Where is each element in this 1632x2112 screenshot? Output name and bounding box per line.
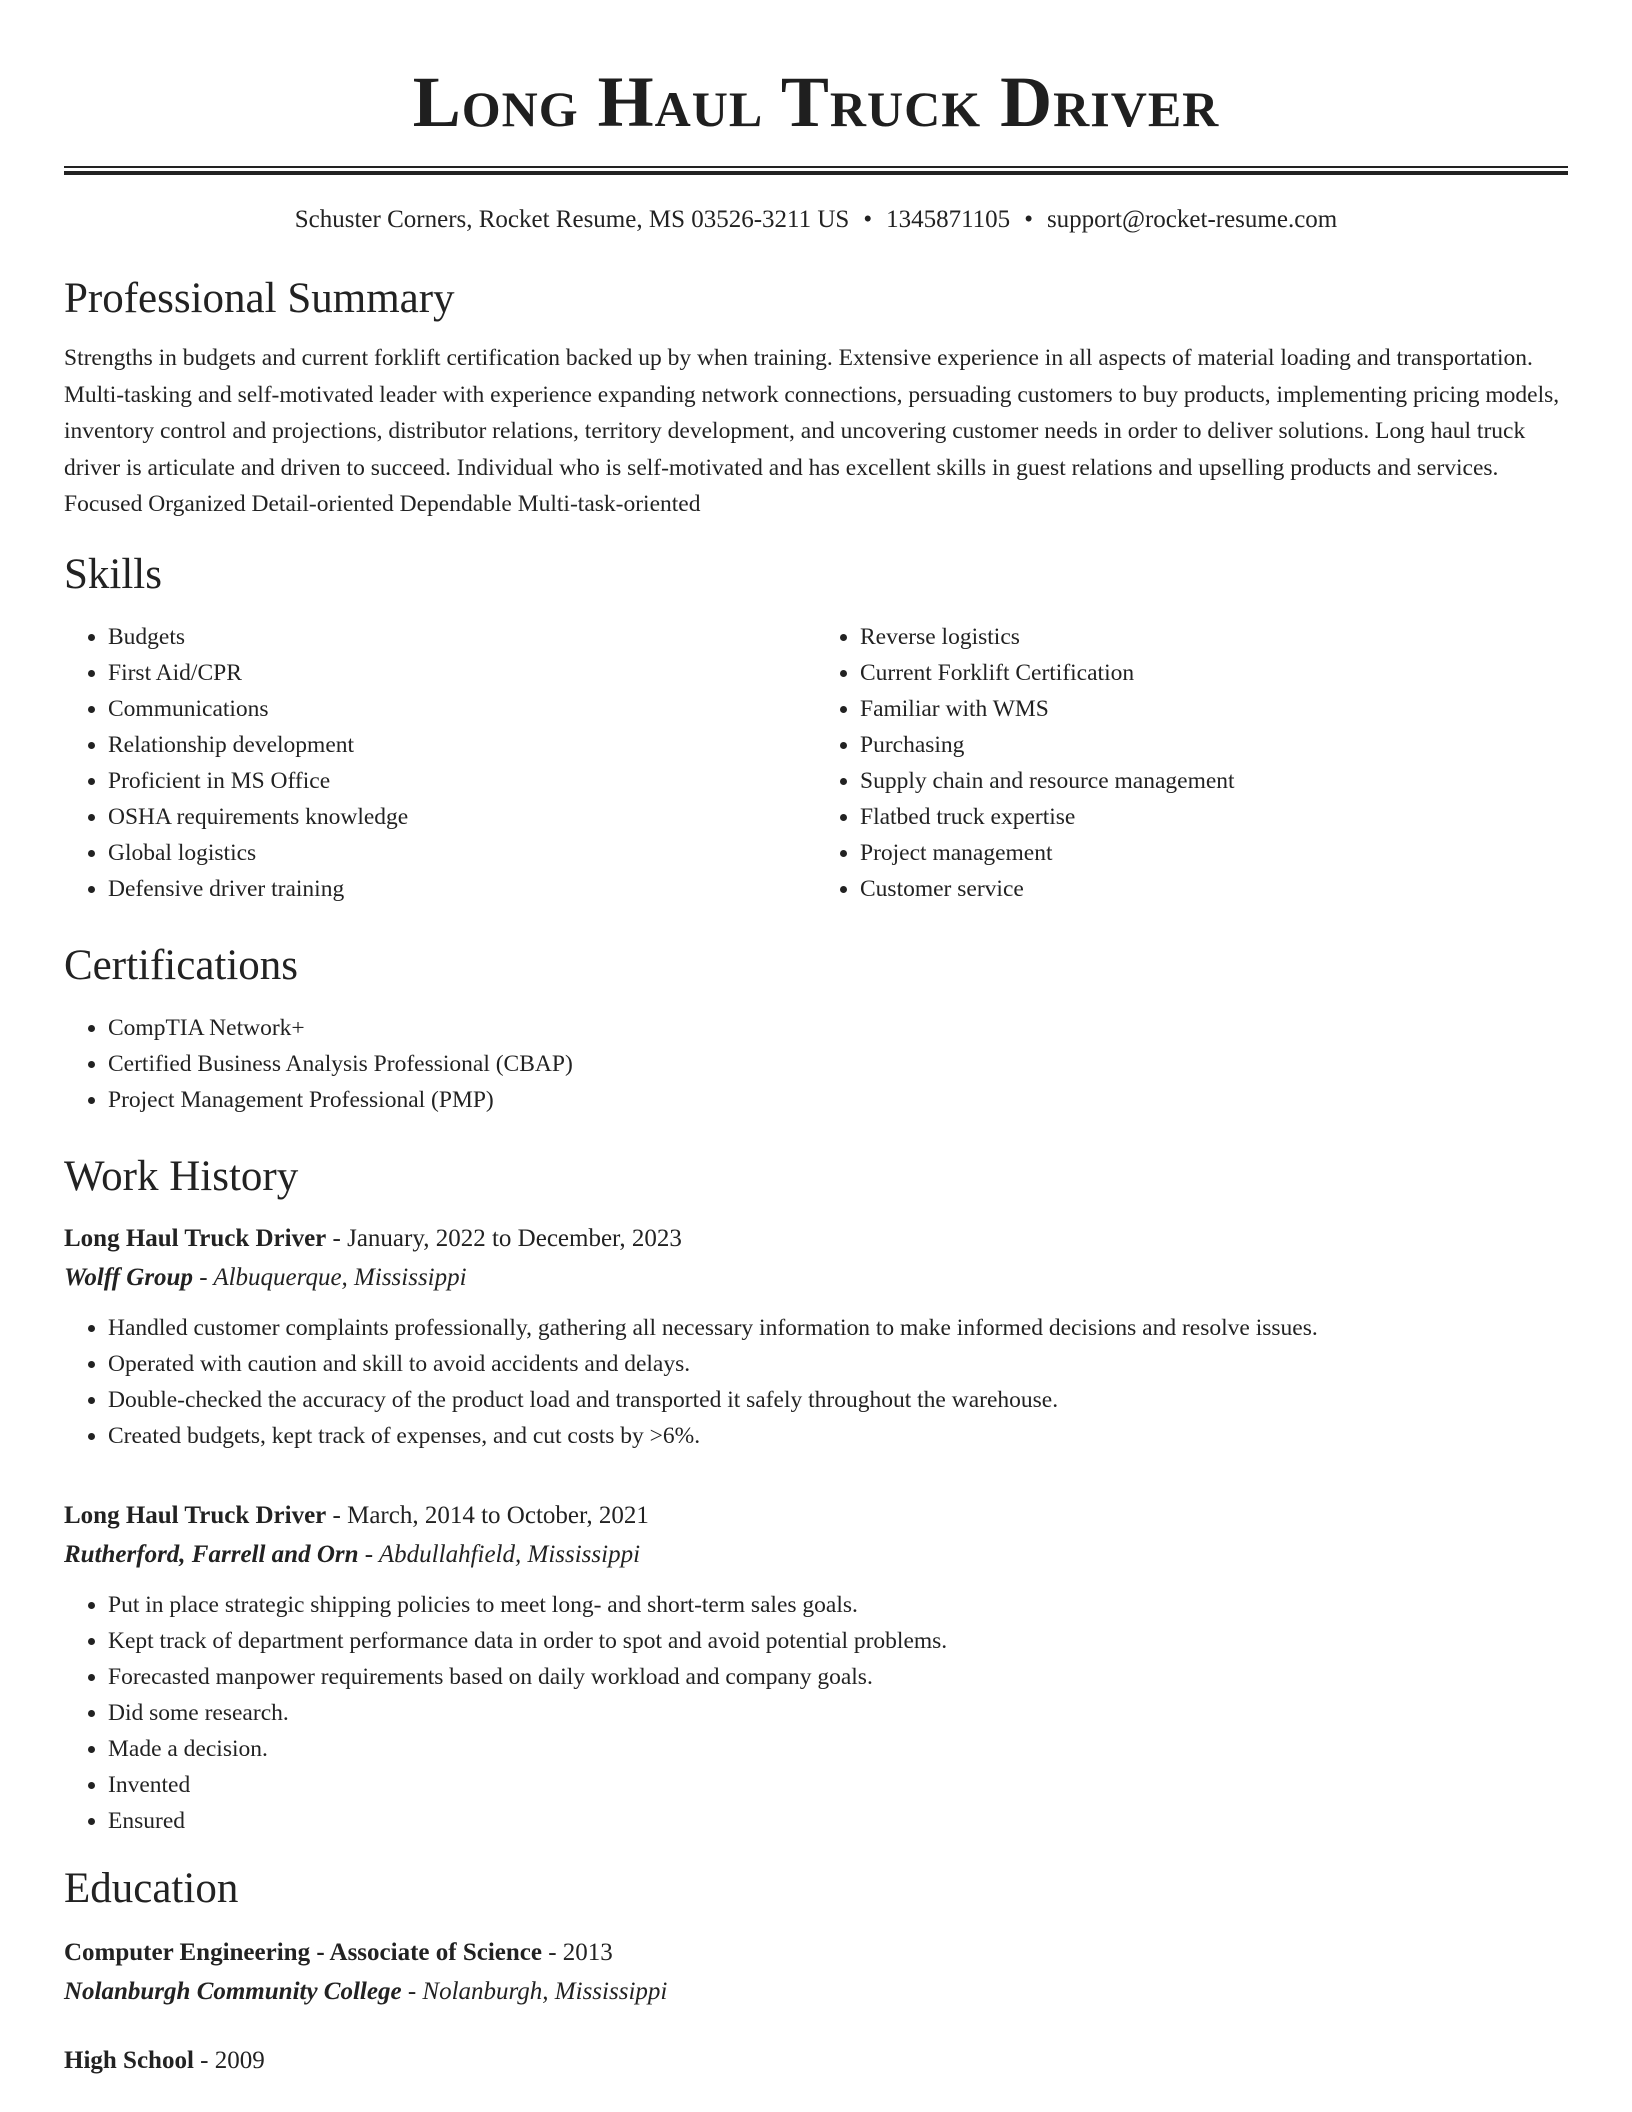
- skill-item: • Relationship development: [108, 727, 816, 763]
- education-degree: Computer Engineering - Associate of Science: [64, 1938, 542, 1966]
- job-bullet: • Handled customer complaints professionally, gathering all necessary information to make informed decisions and resolve issues.: [108, 1310, 1568, 1346]
- contact-phone: 1345871105: [886, 206, 1011, 233]
- skills-columns: [64, 619, 1568, 907]
- certification-item: • CompTIA Network+: [108, 1010, 1568, 1046]
- work-history-heading: Work History: [64, 1152, 299, 1200]
- job-dates: - January, 2022 to December, 2023: [326, 1224, 682, 1252]
- skill-item: • Familiar with WMS: [860, 691, 1568, 727]
- job-bullet: • Put in place strategic shipping policies to meet long- and short-term sales goals.: [108, 1587, 1568, 1623]
- education-degree-line: [64, 2041, 1568, 2080]
- skill-item: • Flatbed truck expertise: [860, 799, 1568, 835]
- skill-item: • Customer service: [860, 871, 1568, 907]
- contact-separator: •: [1024, 206, 1033, 233]
- education-school: Nolanburgh Community College: [64, 1977, 402, 2005]
- skill-item: • First Aid/CPR: [108, 655, 816, 691]
- job-location: - Albuquerque, Mississippi: [192, 1263, 467, 1291]
- contact-email: support@rocket-resume.com: [1046, 206, 1338, 233]
- job-bullet: • Kept track of department performance data in order to spot and avoid potential problems.: [108, 1623, 1568, 1659]
- skills-list-left: [64, 619, 816, 907]
- skill-item: • Purchasing: [860, 727, 1568, 763]
- job-company-line: [64, 1258, 1568, 1297]
- job-company: Wolff Group: [64, 1263, 193, 1291]
- contact-line: [64, 205, 1568, 235]
- certifications-heading: Certifications: [64, 941, 299, 989]
- job-bullet: • Operated with caution and skill to avoid accidents and delays.: [108, 1346, 1568, 1382]
- job-bullet: • Forecasted manpower requirements based on daily workload and company goals.: [108, 1659, 1568, 1695]
- job-bullet: • Did some research.: [108, 1695, 1568, 1731]
- skill-item: • Global logistics: [108, 835, 816, 871]
- education-heading: Education: [64, 1864, 239, 1912]
- skill-item: • Current Forklift Certification: [860, 655, 1568, 691]
- education-entry: [64, 2041, 1568, 2080]
- certifications-list: [64, 1010, 1568, 1118]
- job-bullet: • Created budgets, kept track of expenses, and cut costs by >6%.: [108, 1418, 1568, 1454]
- job-bullet: • Made a decision.: [108, 1731, 1568, 1767]
- skill-item: • Project management: [860, 835, 1568, 871]
- skill-item: • OSHA requirements knowledge: [108, 799, 816, 835]
- job-role: Long Haul Truck Driver: [64, 1501, 327, 1529]
- contact-address: Schuster Corners, Rocket Resume, MS 03526-3211 US: [294, 206, 850, 233]
- job-company-line: [64, 1535, 1568, 1574]
- resume-name: Long Haul Truck Driver: [412, 62, 1220, 142]
- contact-separator: •: [863, 206, 873, 233]
- job-entry: [64, 1496, 1568, 1839]
- job-company: Rutherford, Farrell and Orn: [64, 1540, 359, 1568]
- education-year: - 2013: [541, 1938, 613, 1966]
- job-bullets: [64, 1587, 1568, 1839]
- skill-item: • Supply chain and resource management: [860, 763, 1568, 799]
- header-divider: [64, 166, 1568, 175]
- education-entry: [64, 1933, 1568, 2011]
- job-entry: [64, 1219, 1568, 1454]
- job-dates: - March, 2014 to October, 2021: [326, 1501, 649, 1529]
- skill-item: • Reverse logistics: [860, 619, 1568, 655]
- skill-item: • Defensive driver training: [108, 871, 816, 907]
- summary-heading: Professional Summary: [64, 275, 455, 322]
- education-degree-line: [64, 1933, 1568, 1972]
- job-title-line: [64, 1496, 1568, 1535]
- job-bullet: • Double-checked the accuracy of the product load and transported it safely throughout the warehouse.: [108, 1382, 1568, 1418]
- job-bullet: • Ensured: [108, 1803, 1568, 1839]
- skill-item: • Communications: [108, 691, 816, 727]
- education-school-line: [64, 1972, 1568, 2011]
- skills-list-right: [816, 619, 1568, 907]
- job-bullets: [64, 1310, 1568, 1454]
- job-role: Long Haul Truck Driver: [64, 1224, 327, 1252]
- skills-heading: Skills: [64, 550, 162, 598]
- skill-item: • Proficient in MS Office: [108, 763, 816, 799]
- skill-item: • Budgets: [108, 619, 816, 655]
- certification-item: • Project Management Professional (PMP): [108, 1082, 1568, 1118]
- job-bullet: • Invented: [108, 1767, 1568, 1803]
- education-degree: High School: [64, 2046, 194, 2074]
- certification-item: • Certified Business Analysis Professional (CBAP): [108, 1046, 1568, 1082]
- education-year: - 2009: [193, 2046, 265, 2074]
- education-location: - Nolanburgh, Mississippi: [401, 1977, 668, 2005]
- job-title-line: [64, 1219, 1568, 1258]
- summary-text: Strengths in budgets and current forklift certification backed up by when training. Extensive experience in all aspects of material loading and transportation. Multi-tasking and self-motivated leader with experience expanding network connections, persuading customers to buy products, implementing pricing models, inventory control and projections, distributor relations, territory development, and uncovering customer needs in order to deliver solutions. Long haul truck driver is articulate and driven to succeed. Individual who is self-motivated and has excellent skills in guest relations and upselling products and services. Focused Organized Detail-oriented Dependable Multi-task-oriented: [64, 345, 1560, 518]
- job-location: - Abdullahfield, Mississippi: [358, 1540, 641, 1568]
